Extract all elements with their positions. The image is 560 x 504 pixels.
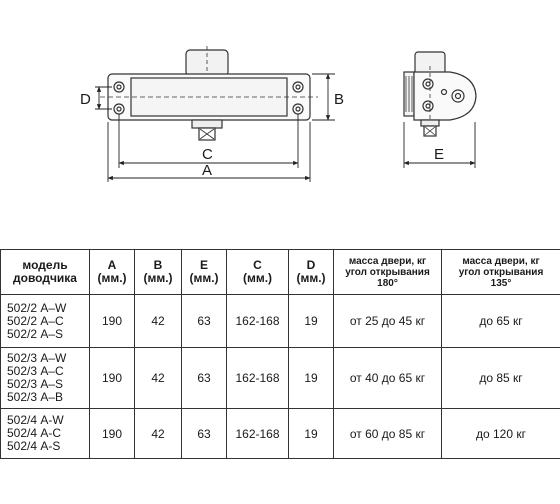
cell-e: 63 [182,348,227,409]
cell-b: 42 [135,295,182,348]
door-closer-drawing [0,0,560,250]
cell-b: 42 [135,348,182,409]
cell-mass-135: до 85 кг [442,348,560,409]
cell-mass-180: от 40 до 65 кг [334,348,442,409]
header-model: модель доводчика [1,250,90,295]
cell-mass-180: от 25 до 45 кг [334,295,442,348]
specs-table [0,249,560,459]
cell-mass-135: до 120 кг [442,409,560,459]
front-view [100,46,318,140]
header-e: E (мм.) [182,250,227,295]
table-row [1,348,560,409]
model-cell: 502/4 А-W 502/4 А-C 502/4 А-S [1,409,90,459]
header-mass-135: масса двери, кг угол открывания 135° [442,250,560,295]
cell-mass-135: до 65 кг [442,295,560,348]
cell-mass-180: от 60 до 85 кг [334,409,442,459]
dim-label-a: A [202,162,213,179]
model-cell: 502/3 А–W 502/3 А–C 502/3 А–S 502/3 А–B [1,348,90,409]
dim-label-e: E [434,146,445,163]
side-view [404,52,476,136]
cell-e: 63 [182,295,227,348]
cell-a: 190 [90,295,135,348]
header-d: D (мм.) [289,250,334,295]
header-mass-180: масса двери, кг угол открывания 180° [334,250,442,295]
table-row [1,409,560,459]
model-cell: 502/2 А–W 502/2 А–C 502/2 А–S [1,295,90,348]
header-b: B (мм.) [135,250,182,295]
dim-label-b: B [334,91,345,108]
cell-a: 190 [90,348,135,409]
cell-d: 19 [289,295,334,348]
table-header-row [1,250,560,295]
cell-d: 19 [289,348,334,409]
header-a: A (мм.) [90,250,135,295]
cell-b: 42 [135,409,182,459]
cell-d: 19 [289,409,334,459]
cell-a: 190 [90,409,135,459]
cell-e: 63 [182,409,227,459]
cell-c: 162-168 [227,409,289,459]
cell-c: 162-168 [227,348,289,409]
dim-label-c: C [202,146,213,163]
header-c: C (мм.) [227,250,289,295]
dim-label-d: D [80,91,91,108]
cell-c: 162-168 [227,295,289,348]
table-row [1,295,560,348]
